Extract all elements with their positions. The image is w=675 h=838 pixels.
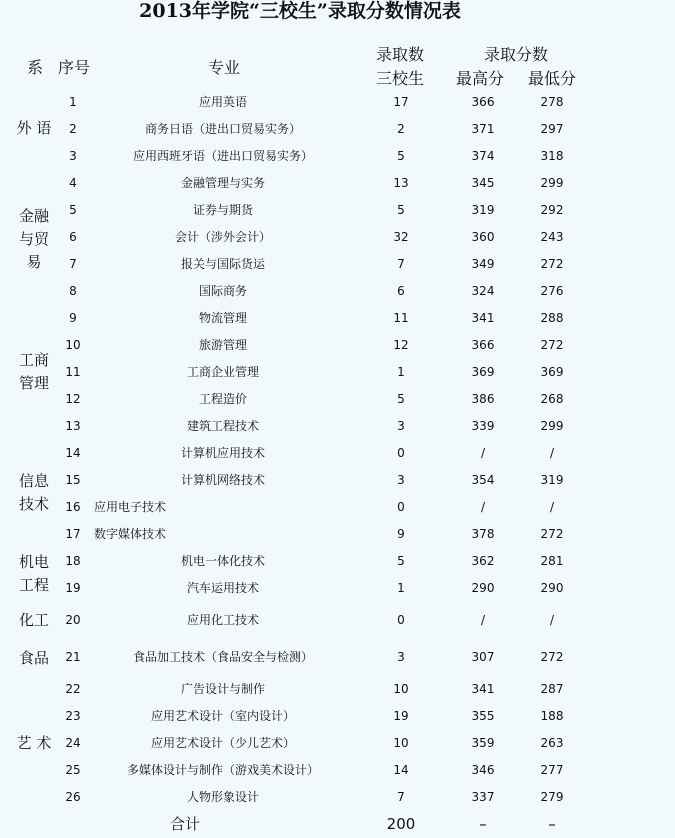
admission-count: 5: [397, 392, 405, 406]
max-score: 386: [471, 392, 495, 406]
min-score: 277: [540, 763, 564, 777]
min-score: 287: [540, 682, 564, 696]
max-score: 369: [471, 365, 495, 379]
max-score: 349: [471, 257, 495, 271]
table-row: [0, 305, 675, 332]
row-number: 15: [65, 473, 81, 487]
min-score: 318: [540, 149, 564, 163]
total-label: 合计: [169, 815, 200, 833]
header-count-top: 录取数: [376, 45, 425, 64]
major-name: 会计（涉外会计）: [174, 230, 271, 244]
major-name: 工商企业管理: [186, 365, 259, 379]
department-label: 艺 术: [16, 734, 52, 752]
min-score: 292: [540, 203, 564, 217]
min-score: 272: [540, 338, 564, 352]
admission-count: 12: [393, 338, 409, 352]
header-count-bottom: 三校生: [376, 69, 425, 88]
max-score: 337: [471, 790, 495, 804]
table-row: [0, 440, 675, 467]
major-name: 机电一体化技术: [180, 554, 265, 568]
major-name: 广告设计与制作: [180, 682, 265, 696]
row-number: 19: [65, 581, 81, 595]
major-name: 多媒体设计与制作（游戏美术设计）: [126, 763, 319, 777]
max-score: 339: [471, 419, 495, 433]
table-row: [0, 116, 675, 143]
row-number: 22: [65, 682, 81, 696]
max-score: /: [480, 613, 486, 627]
row-number: 10: [65, 338, 81, 352]
admission-count: 0: [397, 500, 405, 514]
table-row: [0, 251, 675, 278]
admission-count: 5: [397, 203, 405, 217]
table-row: [0, 278, 675, 305]
row-number: 26: [65, 790, 81, 804]
max-score: 307: [471, 650, 495, 664]
table-row: [0, 730, 675, 757]
major-name: 工程造价: [198, 392, 247, 406]
major-name: 报关与国际货运: [180, 257, 265, 271]
row-number: 3: [69, 149, 77, 163]
min-score: /: [549, 613, 555, 627]
table-row: [0, 784, 675, 811]
table-row: [0, 467, 675, 494]
row-number: 5: [69, 203, 77, 217]
row-number: 24: [65, 736, 81, 750]
admission-count: 1: [397, 365, 405, 379]
min-score: 288: [540, 311, 564, 325]
max-score: 374: [471, 149, 495, 163]
department-label: 信息 技术: [18, 472, 49, 513]
table-row: [0, 413, 675, 440]
max-score: 354: [471, 473, 495, 487]
row-number: 21: [65, 650, 81, 664]
row-number: 6: [69, 230, 77, 244]
max-score: 345: [471, 176, 495, 190]
row-number: 13: [65, 419, 81, 433]
row-number: 20: [65, 613, 81, 627]
table-row: [0, 703, 675, 730]
table-row: [0, 386, 675, 413]
header-dept: 系: [27, 58, 44, 77]
major-name: 商务日语（进出口贸易实务）: [144, 122, 301, 136]
min-score: 188: [540, 709, 564, 723]
min-score: 281: [540, 554, 564, 568]
min-score: 272: [540, 257, 564, 271]
table-row: [0, 224, 675, 251]
row-number: 2: [69, 122, 77, 136]
major-name: 物流管理: [198, 311, 247, 325]
admission-count: 9: [397, 527, 405, 541]
major-name: 汽车运用技术: [186, 581, 259, 595]
table-row: [0, 197, 675, 224]
department-label: 食品: [18, 649, 49, 667]
admission-count: 7: [397, 257, 405, 271]
major-name: 应用英语: [198, 95, 247, 109]
admission-count: 10: [393, 736, 409, 750]
admission-count: 3: [397, 419, 405, 433]
admission-count: 32: [393, 230, 409, 244]
header-score: 录取分数: [484, 45, 549, 64]
admission-count: 3: [397, 473, 405, 487]
max-score: 319: [471, 203, 495, 217]
department-label: 机电 工程: [18, 553, 49, 594]
table-row: [0, 170, 675, 197]
admission-count: 19: [393, 709, 409, 723]
row-number: 4: [69, 176, 77, 190]
max-score: /: [480, 446, 486, 460]
min-score: /: [549, 446, 555, 460]
department-label: 金融 与贸 易: [18, 207, 49, 271]
major-name: 建筑工程技术: [186, 419, 259, 433]
major-name: 计算机网络技术: [180, 473, 265, 487]
min-score: 276: [540, 284, 564, 298]
table-row: [0, 607, 675, 634]
min-score: /: [549, 500, 555, 514]
row-number: 9: [69, 311, 77, 325]
department-label: 化工: [18, 611, 49, 629]
max-score: 360: [471, 230, 495, 244]
row-number: 14: [65, 446, 81, 460]
max-score: 366: [471, 338, 495, 352]
major-name: 应用艺术设计（少儿艺术）: [150, 736, 295, 750]
admission-count: 0: [397, 613, 405, 627]
major-name: 人物形象设计: [186, 790, 259, 804]
admission-count: 0: [397, 446, 405, 460]
total-min: –: [548, 815, 556, 833]
admission-count: 1: [397, 581, 405, 595]
major-name: 应用艺术设计（室内设计）: [150, 709, 295, 723]
max-score: 371: [471, 122, 495, 136]
row-number: 11: [65, 365, 81, 379]
admission-count: 10: [393, 682, 409, 696]
major-name: 国际商务: [198, 284, 247, 298]
min-score: 297: [540, 122, 564, 136]
major-name: 金融管理与实务: [180, 176, 265, 190]
row-number: 7: [69, 257, 77, 271]
min-score: 290: [540, 581, 564, 595]
major-name: 计算机应用技术: [180, 446, 265, 460]
admission-count: 2: [397, 122, 405, 136]
admission-count: 3: [397, 650, 405, 664]
max-score: 378: [471, 527, 495, 541]
major-name: 数字媒体技术: [94, 527, 167, 541]
header-no: 序号: [58, 58, 91, 77]
major-name: 食品加工技术（食品安全与检测）: [132, 650, 313, 664]
total-max: –: [479, 815, 487, 833]
major-name: 应用西班牙语（进出口贸易实务）: [132, 149, 313, 163]
department-label: 外 语: [16, 119, 52, 137]
min-score: 278: [540, 95, 564, 109]
department-label: 工商 管理: [18, 351, 49, 392]
row-number: 25: [65, 763, 81, 777]
table-row: [0, 575, 675, 602]
min-score: 263: [540, 736, 564, 750]
table-row: [0, 521, 675, 548]
admission-count: 6: [397, 284, 405, 298]
row-number: 8: [69, 284, 77, 298]
admission-count: 7: [397, 790, 405, 804]
header-major: 专业: [208, 58, 241, 77]
admission-count: 5: [397, 149, 405, 163]
admission-count: 14: [393, 763, 409, 777]
table-row: [0, 548, 675, 575]
min-score: 279: [540, 790, 564, 804]
row-number: 17: [65, 527, 81, 541]
min-score: 369: [540, 365, 564, 379]
row-number: 16: [65, 500, 81, 514]
table-row: [0, 332, 675, 359]
total-count: 200: [386, 815, 416, 833]
min-score: 272: [540, 650, 564, 664]
min-score: 243: [540, 230, 564, 244]
table-row: [0, 359, 675, 386]
table-row: [0, 757, 675, 784]
max-score: 355: [471, 709, 495, 723]
max-score: 290: [471, 581, 495, 595]
max-score: /: [480, 500, 486, 514]
table-row: [0, 89, 675, 116]
major-name: 应用化工技术: [186, 613, 259, 627]
max-score: 359: [471, 736, 495, 750]
row-number: 1: [69, 95, 77, 109]
max-score: 362: [471, 554, 495, 568]
admission-count: 13: [393, 176, 409, 190]
max-score: 346: [471, 763, 495, 777]
major-name: 证券与期货: [192, 203, 253, 217]
table-row: [0, 143, 675, 170]
row-number: 12: [65, 392, 81, 406]
admission-count: 5: [397, 554, 405, 568]
max-score: 324: [471, 284, 495, 298]
table-row: [0, 676, 675, 703]
header-min: 最低分: [528, 69, 577, 88]
header-max: 最高分: [456, 69, 505, 88]
major-name: 应用电子技术: [94, 500, 167, 514]
row-number: 18: [65, 554, 81, 568]
max-score: 341: [471, 311, 495, 325]
min-score: 299: [540, 419, 564, 433]
admission-count: 17: [393, 95, 409, 109]
min-score: 268: [540, 392, 564, 406]
page-title: 2013年学院“三校生”录取分数情况表: [139, 0, 461, 22]
max-score: 366: [471, 95, 495, 109]
max-score: 341: [471, 682, 495, 696]
admission-count: 11: [393, 311, 409, 325]
min-score: 319: [540, 473, 564, 487]
row-number: 23: [65, 709, 81, 723]
min-score: 299: [540, 176, 564, 190]
table-row: [0, 644, 675, 671]
total-row: [0, 811, 675, 838]
min-score: 272: [540, 527, 564, 541]
major-name: 旅游管理: [198, 338, 247, 352]
table-row: [0, 494, 675, 521]
